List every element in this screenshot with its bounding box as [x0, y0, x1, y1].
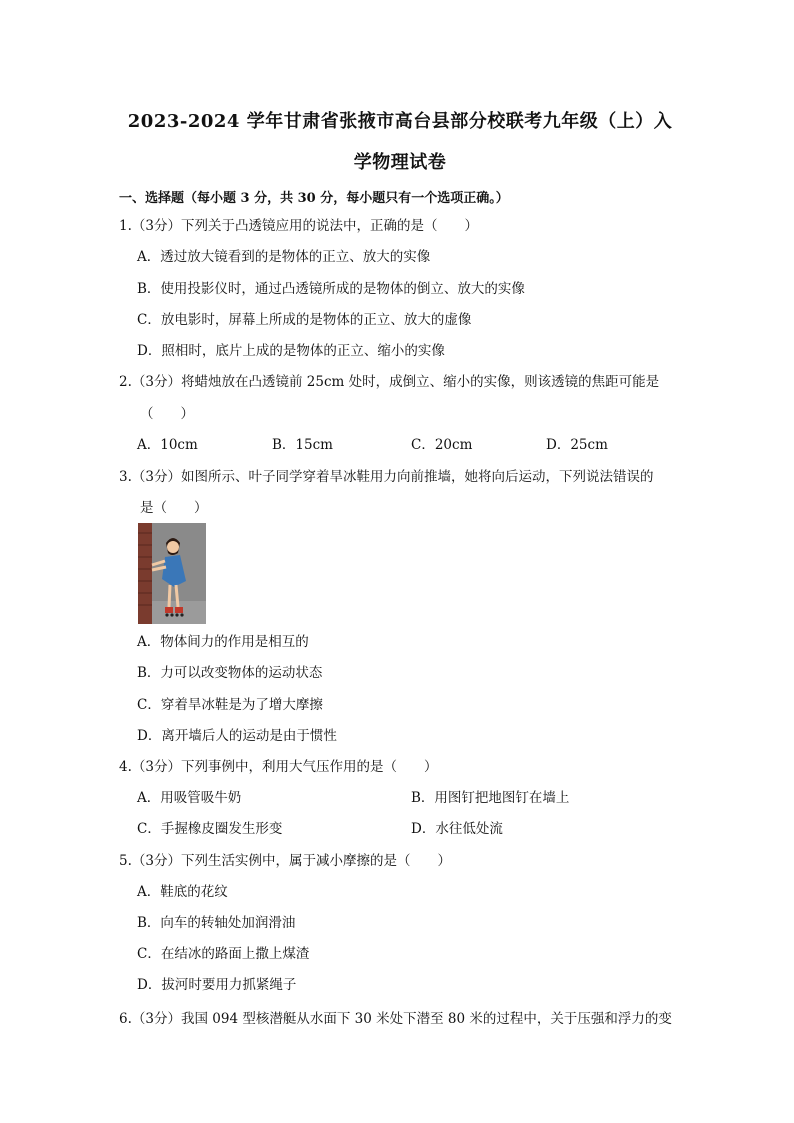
section-heading: 一、选择题（每小题 3 分，共 30 分，每小题只有一个选项正确。） [119, 191, 509, 206]
question-4-option-d: D．水往低处流 [411, 821, 503, 837]
question-2-stem-cont: （ ） [140, 406, 194, 422]
question-5-option-d: D．拔河时要用力抓紧绳子 [137, 977, 297, 993]
question-2-option-a: A．10cm [137, 437, 198, 453]
question-2-option-d: D．25cm [546, 437, 608, 453]
question-2-option-c: C．20cm [411, 437, 473, 453]
question-3-stem-cont: 是（ ） [140, 500, 208, 516]
question-1-option-a: A．透过放大镜看到的是物体的正立、放大的实像 [137, 249, 431, 265]
exam-title-line-2: 学物理试卷 [353, 152, 447, 173]
question-1-option-d: D．照相时，底片上成的是物体的正立、缩小的实像 [137, 343, 445, 359]
question-2-option-b: B．15cm [272, 437, 333, 453]
exam-title-line-1: 2023-2024 学年甘肃省张掖市高台县部分校联考九年级（上）入 [127, 111, 673, 132]
question-3-option-b: B．力可以改变物体的运动状态 [137, 665, 323, 681]
question-5-option-c: C．在结冰的路面上撒上煤渣 [137, 946, 310, 962]
question-4-option-b: B．用图钉把地图钉在墙上 [411, 790, 570, 806]
question-5-option-b: B．向车的转轴处加润滑油 [137, 915, 296, 931]
question-1-stem: 1.（3分）下列关于凸透镜应用的说法中，正确的是（ ） [119, 218, 478, 234]
question-3-option-a: A．物体间力的作用是相互的 [137, 634, 309, 650]
question-5-option-a: A．鞋底的花纹 [137, 884, 228, 900]
girl-pushing-wall-figure [138, 523, 206, 624]
question-5-stem: 5.（3分）下列生活实例中，属于减小摩擦的是（ ） [119, 853, 451, 869]
question-2-stem: 2.（3分）将蜡烛放在凸透镜前 25cm 处时，成倒立、缩小的实像，则该透镜的焦距可能是 [119, 374, 660, 390]
question-6-stem: 6.（3分）我国 094 型核潜艇从水面下 30 米处下潜至 80 米的过程中，关于压强和浮力的变 [119, 1011, 672, 1027]
question-3-stem: 3.（3分）如图所示、叶子同学穿着旱冰鞋用力向前推墙，她将向后运动，下列说法错误的 [119, 469, 654, 485]
question-1-option-c: C．放电影时，屏幕上所成的是物体的正立、放大的虚像 [137, 312, 472, 328]
question-3-option-c: C．穿着旱冰鞋是为了增大摩擦 [137, 697, 323, 713]
question-4-option-a: A．用吸管吸牛奶 [137, 790, 242, 806]
question-1-option-b: B．使用投影仪时，通过凸透镜所成的是物体的倒立、放大的实像 [137, 281, 525, 297]
question-4-stem: 4.（3分）下列事例中，利用大气压作用的是（ ） [119, 759, 438, 775]
question-3-option-d: D．离开墙后人的运动是由于惯性 [137, 728, 337, 744]
question-4-option-c: C．手握橡皮圈发生形变 [137, 821, 283, 837]
